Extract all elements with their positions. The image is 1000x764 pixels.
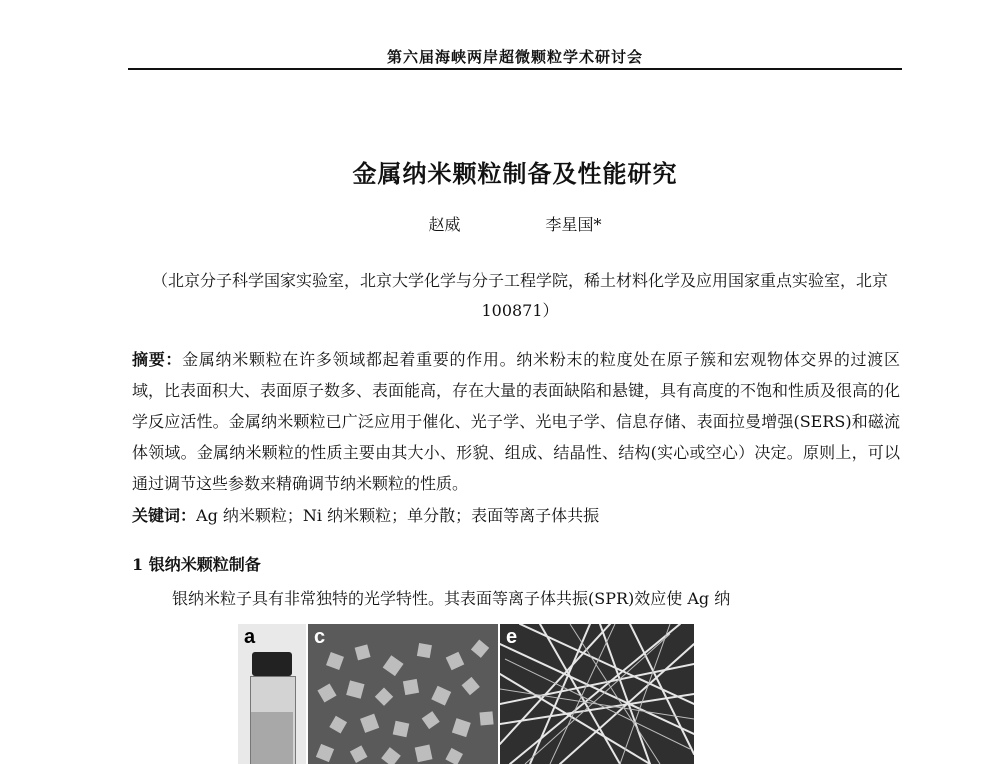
author-list xyxy=(130,212,900,235)
figure-panel-e xyxy=(500,624,694,764)
section-heading: 1 银纳米颗粒制备 xyxy=(132,555,261,574)
running-header: 第六届海峡两岸超微颗粒学术研讨会 xyxy=(386,48,643,66)
panel-label-c: c xyxy=(314,626,326,648)
panel-label-a: a xyxy=(244,626,256,648)
abstract-text: 金属纳米颗粒在许多领域都起着重要的作用。纳米粉末的粒度处在原子簇和宏观物体交界的过渡区域，比表面积大、表面原子数多、表面能高，存在大量的表面缺陷和悬键，具有高度的不饱和性质及很高的化学反应活性。金属纳米颗粒已广泛应用于催化、光子学、光电子学、信息存储、表面拉曼增强(SERS)和磁流体领域。金属纳米颗粒的性质主要由其大小、形貌、组成、结晶性、结构(实心或空心）决定。原则上，可以通过调节这些参数来精确调节纳米颗粒的性质。 xyxy=(132,350,901,493)
panel-label-e: e xyxy=(506,626,518,648)
author-2: 李星国* xyxy=(545,215,602,234)
nanocube-micrograph xyxy=(308,624,498,764)
body-paragraph: 银纳米粒子具有非常独特的光学特性。其表面等离子体共振(SPR)效应使 Ag 纳 xyxy=(172,589,731,608)
header-rule xyxy=(128,68,902,70)
abstract-label: 摘要： xyxy=(132,350,183,369)
keywords xyxy=(132,503,900,526)
figure-panel-a xyxy=(238,624,306,764)
vial-cap xyxy=(252,652,292,676)
affiliation: （北京分子科学国家实验室，北京大学化学与分子工程学院，稀土材料化学及应用国家重点实验室，北京 100871） xyxy=(151,271,888,320)
vial-liquid xyxy=(251,712,293,764)
keywords-text: Ag 纳米颗粒；Ni 纳米颗粒；单分散；表面等离子体共振 xyxy=(196,506,600,525)
author-1: 赵威 xyxy=(428,215,461,234)
keywords-label: 关键词： xyxy=(132,506,197,525)
paper-title: 金属纳米颗粒制备及性能研究 xyxy=(352,159,678,188)
figure-panel-c xyxy=(308,624,498,764)
nanowire-micrograph xyxy=(500,624,694,764)
abstract xyxy=(132,344,900,499)
